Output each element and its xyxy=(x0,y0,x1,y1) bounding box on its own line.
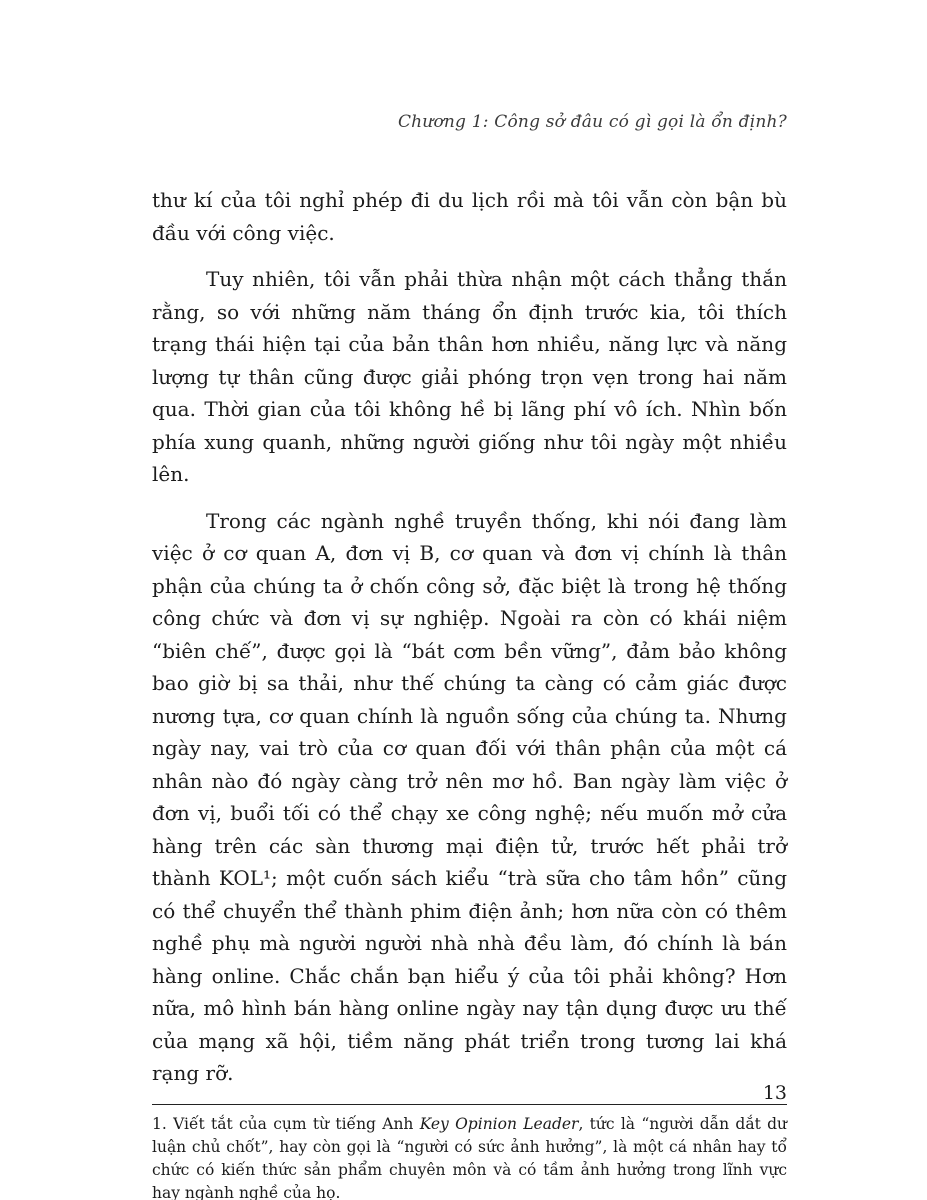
page-number: 13 xyxy=(762,1082,787,1104)
paragraph: Tuy nhiên, tôi vẫn phải thừa nhận một cách thẳng thắn rằng, so với những năm tháng ổn định trước kia, tôi thích trạng thái hiện tại của bản thân hơn nhiều, năng lực và năng lượng tự thân cũng được giải phóng trọn vẹn trong hai năm qua. Thời gian của tôi không hề bị lãng phí vô ích. Nhìn bốn phía xung quanh, những người giống như tôi ngày một nhiều lên. xyxy=(152,267,787,486)
paragraph: thư kí của tôi nghỉ phép đi du lịch rồi mà tôi vẫn còn bận bù đầu với công việc. xyxy=(152,188,787,245)
footnote-text-pre: 1. Viết tắt của cụm từ tiếng Anh xyxy=(152,1114,420,1133)
running-header: Chương 1: Công sở đâu có gì gọi là ổn định? xyxy=(397,112,787,132)
footnote xyxy=(152,1113,787,1200)
footnote-term: Key Opinion Leader xyxy=(419,1114,579,1133)
footnote-text-post: , tức là “người dẫn dắt dư luận chủ chốt”, hay còn gọi là “người có sức ảnh hưởng”, là một cá nhân hay tổ chức có kiến thức sản phẩm chuyên môn và có tầm ảnh hưởng trong lĩnh vực hay ngành nghề của họ. xyxy=(152,1114,788,1200)
footnote-divider xyxy=(152,1104,787,1105)
paragraph: Trong các ngành nghề truyền thống, khi nói đang làm việc ở cơ quan A, đơn vị B, cơ quan và đơn vị chính là thân phận của chúng ta ở chốn công sở, đặc biệt là trong hệ thống công chức và đơn vị sự nghiệp. Ngoài ra còn có khái niệm “biên chế”, được gọi là “bát cơm bền vững”, đảm bảo không bao giờ bị sa thải, như thế chúng ta càng có cảm giác được nương tựa, cơ quan chính là nguồn sống của chúng ta. Nhưng ngày nay, vai trò của cơ quan đối với thân phận của một cá nhân nào đó ngày càng trở nên mơ hồ. Ban ngày làm việc ở đơn vị, buổi tối có thể chạy xe công nghệ; nếu muốn mở cửa hàng trên các sàn thương mại điện tử, trước hết phải trở thành KOL¹; một cuốn sách kiểu “trà sữa cho tâm hồn” cũng có thể chuyển thể thành phim điện ảnh; hơn nữa còn có thêm nghề phụ mà người người nhà nhà đều làm, đó chính là bán hàng online. Chắc chắn bạn hiểu ý của tôi phải không? Hơn nữa, mô hình bán hàng online ngày nay tận dụng được ưu thế của mạng xã hội, tiềm năng phát triển trong tương lai khá rạng rỡ. xyxy=(152,508,787,1085)
body-text xyxy=(152,184,787,1090)
